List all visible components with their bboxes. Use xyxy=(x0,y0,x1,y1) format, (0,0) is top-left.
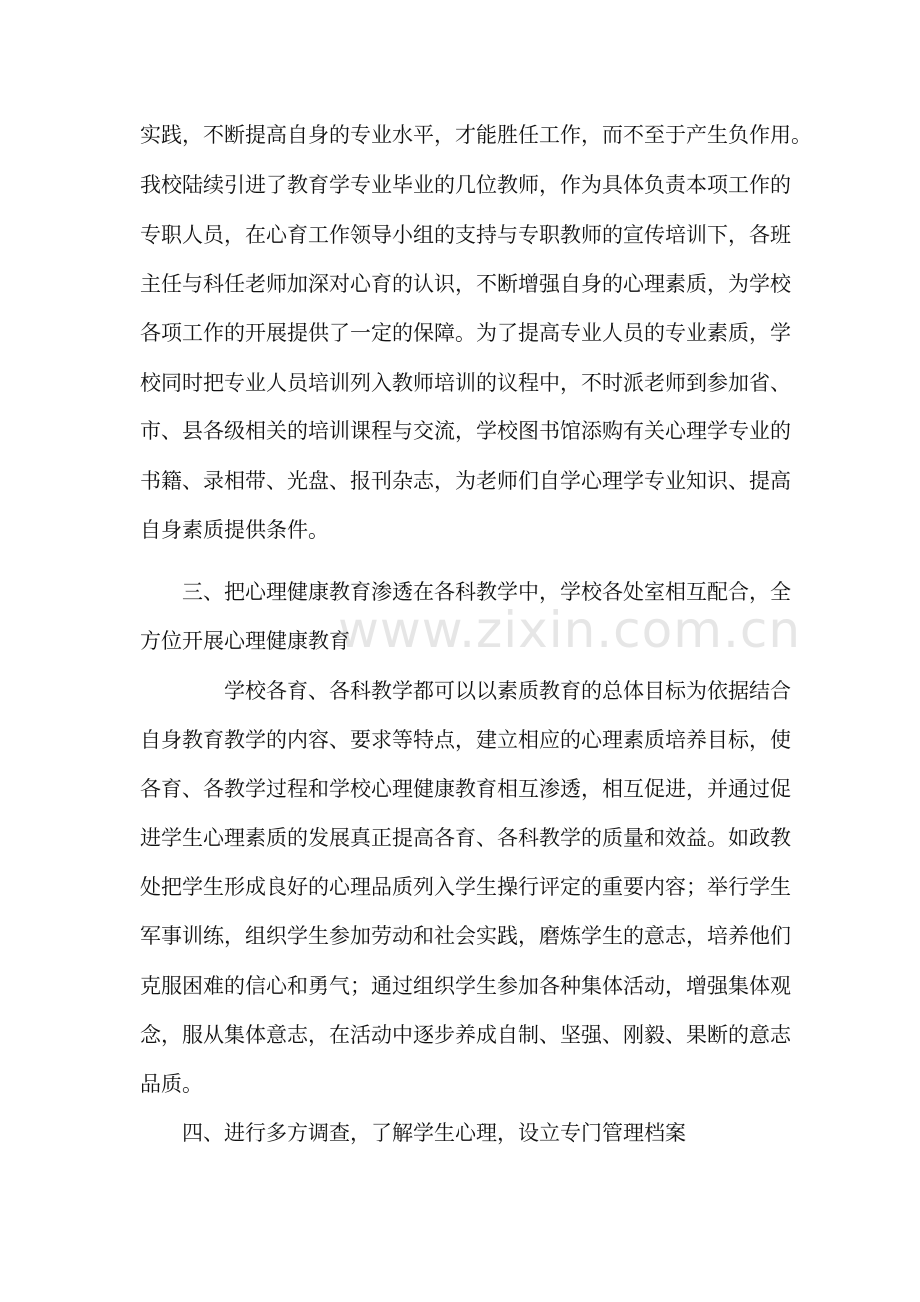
text-line-19: 念，服从集体意志，在活动中逐步养成自制、坚强、刚毅、果断的意志 xyxy=(140,1023,791,1047)
text-line-5: 各项工作的开展提供了一定的保障。为了提高专业人员的专业素质，学 xyxy=(140,321,791,345)
watermark-text: www.zixin.com.cn xyxy=(338,601,802,659)
text-line-6: 校同时把专业人员培训列入教师培训的议程中，不时派老师到参加省、 xyxy=(140,371,791,395)
text-line-8: 书籍、录相带、光盘、报刊杂志，为老师们自学心理学专业知识、提高 xyxy=(140,469,791,493)
text-line-1: 实践，不断提高自身的专业水平，才能胜任工作，而不至于产生负作用。 xyxy=(140,123,812,147)
text-line-14: 各育、各教学过程和学校心理健康教育相互渗透，相互促进，并通过促 xyxy=(140,777,791,801)
text-line-2: 我校陆续引进了教育学专业毕业的几位教师，作为具体负责本项工作的 xyxy=(140,173,791,197)
text-line-16: 处把学生形成良好的心理品质列入学生操行评定的重要内容；举行学生 xyxy=(140,875,791,899)
text-line-18: 克服困难的信心和勇气；通过组织学生参加各种集体活动，增强集体观 xyxy=(140,974,791,998)
section-heading-4: 四、进行多方调查，了解学生心理，设立专门管理档案 xyxy=(182,1121,686,1145)
text-line-13: 自身教育教学的内容、要求等特点，建立相应的心理素质培养目标，使 xyxy=(140,728,791,752)
text-line-9: 自身素质提供条件。 xyxy=(140,518,329,542)
text-line-4: 主任与科任老师加深对心育的认识，不断增强自身的心理素质，为学校 xyxy=(140,272,791,296)
section-heading-3-line-1: 三、把心理健康教育渗透在各科教学中，学校各处室相互配合，全 xyxy=(182,580,791,604)
text-line-7: 市、县各级相关的培训课程与交流，学校图书馆添购有关心理学专业的 xyxy=(140,419,791,443)
text-line-12: 学校各育、各科教学都可以以素质教育的总体目标为依据结合 xyxy=(224,679,791,703)
text-line-17: 军事训练，组织学生参加劳动和社会实践，磨炼学生的意志，培养他们 xyxy=(140,924,791,948)
text-line-15: 进学生心理素质的发展真正提高各育、各科教学的质量和效益。如政教 xyxy=(140,826,791,850)
text-line-20: 品质。 xyxy=(140,1072,203,1096)
section-heading-3-line-2: 方位开展心理健康教育 xyxy=(140,629,350,653)
text-line-3: 专职人员，在心育工作领导小组的支持与专职教师的宣传培训下，各班 xyxy=(140,223,791,247)
